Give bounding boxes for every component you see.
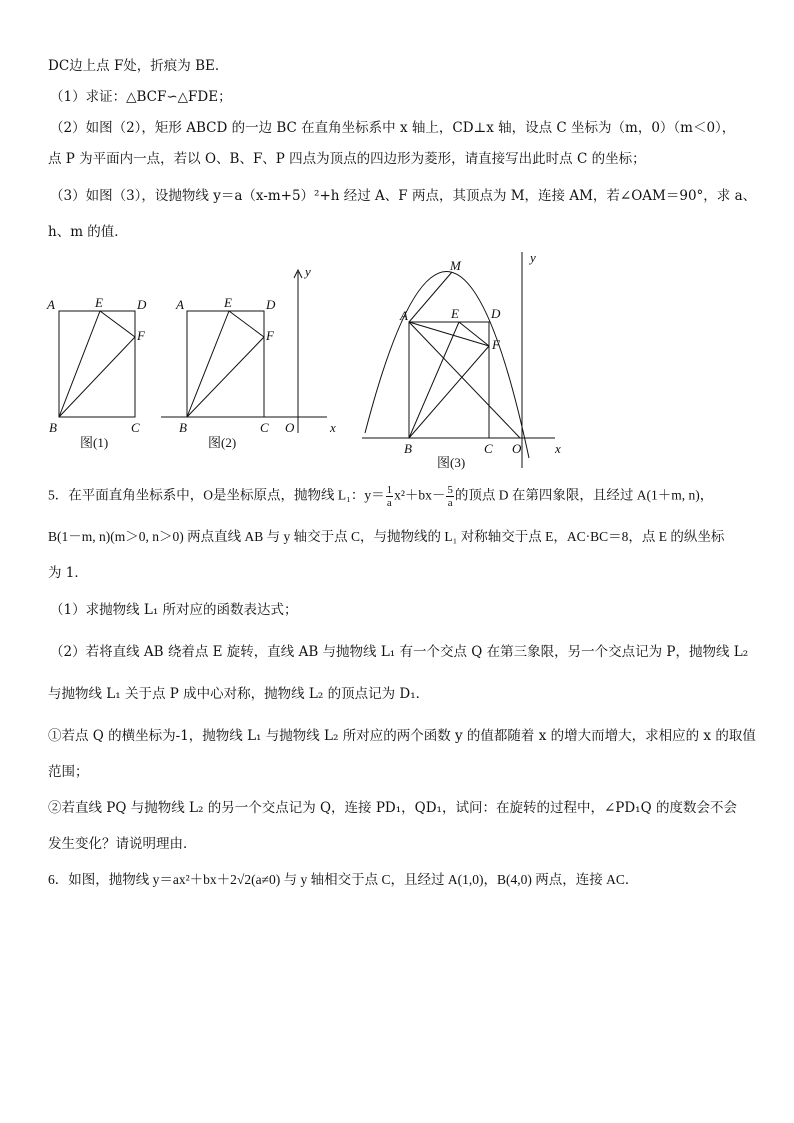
- fig3-label-d: D: [491, 306, 501, 321]
- q5-line1-text-c: 的顶点 D 在第四象限，且经过 A(1＋m, n)，: [454, 487, 714, 503]
- fig3-segment-ao: [409, 322, 520, 438]
- q5-fraction-1: [386, 484, 394, 509]
- fig2-label-x: x: [330, 420, 336, 435]
- fig1-rectangle: [59, 311, 135, 417]
- q5-fraction-2-den: a: [447, 497, 453, 509]
- q5-line1-text-b: x²＋bx－: [394, 487, 446, 503]
- q6-line1: 6．如图，抛物线 y＝ax²＋bx＋2√2(a≠0) 与 y 轴相交于点 C，且经过 A(1,0)，B(4,0) 两点，连接 AC．: [48, 872, 639, 887]
- q4-part3-line1: （3）如图（3），设抛物线 y＝a（x-m+5）²+h 经过 A、F 两点，其顶点为 M，连接 AM，若∠OAM＝90°，求 a、: [50, 188, 757, 204]
- fig2-label-e: E: [224, 295, 232, 310]
- fig1-label-c: C: [131, 420, 140, 435]
- figure-3: [362, 252, 555, 468]
- fig2-segment-bf: [187, 337, 264, 417]
- q5-line1: [48, 484, 758, 509]
- fig2-segment-be: [187, 311, 229, 417]
- fig3-label-c: C: [484, 441, 493, 456]
- q5-sub1-line1: ①若点 Q 的横坐标为-1，抛物线 L₁ 与抛物线 L₂ 所对应的两个函数 y 的值都随着 x 的增大而增大，求相应的 x 的取值: [48, 728, 756, 744]
- q4-part1: （1）求证：△BCF∽△FDE；: [50, 89, 232, 105]
- q5-fraction-2: [446, 484, 454, 509]
- q5-line3: 为 1．: [48, 565, 88, 581]
- figure-1: [59, 311, 135, 417]
- q5-sub1-line2: 范围；: [48, 764, 89, 780]
- q4-part2-line1: （2）如图（2），矩形 ABCD 的一边 BC 在直角坐标系中 x 轴上，CD⊥x 轴，设点 C 坐标为（m，0）（m＜0），: [50, 120, 736, 136]
- fig3-parabola: [365, 272, 529, 458]
- fig3-label-f: F: [492, 337, 500, 352]
- fig1-segment-ef: [100, 311, 135, 337]
- fig2-label-o: O: [285, 420, 295, 435]
- fig1-label-f: F: [137, 328, 145, 343]
- q5-part2-line2: 与抛物线 L₁ 关于点 P 成中心对称，抛物线 L₂ 的顶点记为 D₁．: [48, 686, 430, 702]
- fig3-label-o: O: [512, 441, 522, 456]
- q4-part2-line2: 点 P 为平面内一点，若以 O、B、F、P 四点为顶点的四边形为菱形，请直接写出此时点 C 的坐标；: [48, 151, 646, 167]
- fig3-label-e: E: [451, 306, 459, 321]
- fig2-caption: 图(2): [208, 435, 237, 450]
- fig2-label-f: F: [266, 328, 274, 343]
- q4-intro: DC边上点 F处，折痕为 BE．: [48, 58, 229, 74]
- q5-sub2-line2: 发生变化？请说明理由．: [48, 836, 197, 852]
- fig2-segment-ef: [229, 311, 264, 337]
- fig2-rectangle: [187, 311, 264, 417]
- fig3-label-b: B: [404, 441, 412, 456]
- fig3-segment-be: [409, 322, 459, 438]
- fig1-caption: 图(1): [80, 435, 109, 450]
- fig3-label-a: A: [400, 308, 408, 323]
- q5-fraction-1-den: a: [386, 497, 392, 509]
- fig2-label-a: A: [176, 297, 184, 312]
- figure-2: [161, 270, 327, 433]
- fig1-label-e: E: [95, 295, 103, 310]
- fig3-rectangle: [409, 322, 489, 438]
- q5-fraction-1-num: 1: [386, 484, 393, 496]
- fig1-segment-bf: [59, 337, 135, 417]
- q5-line2: B(1－m, n)(m＞0, n＞0) 两点直线 AB 与 y 轴交于点 C，与抛物线的 L₁ 对称轴交于点 E，AC·BC＝8，点 E 的纵坐标: [48, 529, 725, 544]
- q5-line1-text-a: 5．在平面直角坐标系中，O是坐标原点，抛物线 L₁：y＝: [48, 487, 385, 503]
- fig3-segment-bf: [409, 346, 489, 438]
- fig3-label-x: x: [555, 441, 561, 456]
- fig1-segment-be: [59, 311, 100, 417]
- fig3-segment-ef: [459, 322, 489, 346]
- fig1-label-b: B: [49, 420, 57, 435]
- fig1-label-d: D: [137, 297, 147, 312]
- q5-sub2-line1: ②若直线 PQ 与抛物线 L₂ 的另一个交点记为 Q，连接 PD₁，QD₁，试问：在旋转的过程中，∠PD₁Q 的度数会不会: [48, 800, 737, 816]
- fig1-label-a: A: [47, 297, 55, 312]
- fig2-label-b: B: [179, 420, 187, 435]
- q5-part2-line1: （2）若将直线 AB 绕着点 E 旋转，直线 AB 与抛物线 L₁ 有一个交点 Q 在第三象限，另一个交点记为 P，抛物线 L₂: [50, 644, 749, 660]
- q5-part1: （1）求抛物线 L₁ 所对应的函数表达式；: [50, 602, 298, 618]
- fig2-label-d: D: [266, 297, 276, 312]
- fig3-caption: 图(3): [437, 455, 466, 470]
- fig3-segment-am: [409, 272, 452, 322]
- fig2-label-c: C: [260, 420, 269, 435]
- fig2-label-y: y: [305, 264, 311, 279]
- fig3-label-y: y: [530, 250, 536, 265]
- q4-part3-line2: h、m 的值．: [48, 224, 128, 240]
- q5-fraction-2-num: 5: [447, 484, 453, 496]
- fig3-label-m: M: [450, 258, 461, 273]
- q4-figures: [40, 250, 600, 473]
